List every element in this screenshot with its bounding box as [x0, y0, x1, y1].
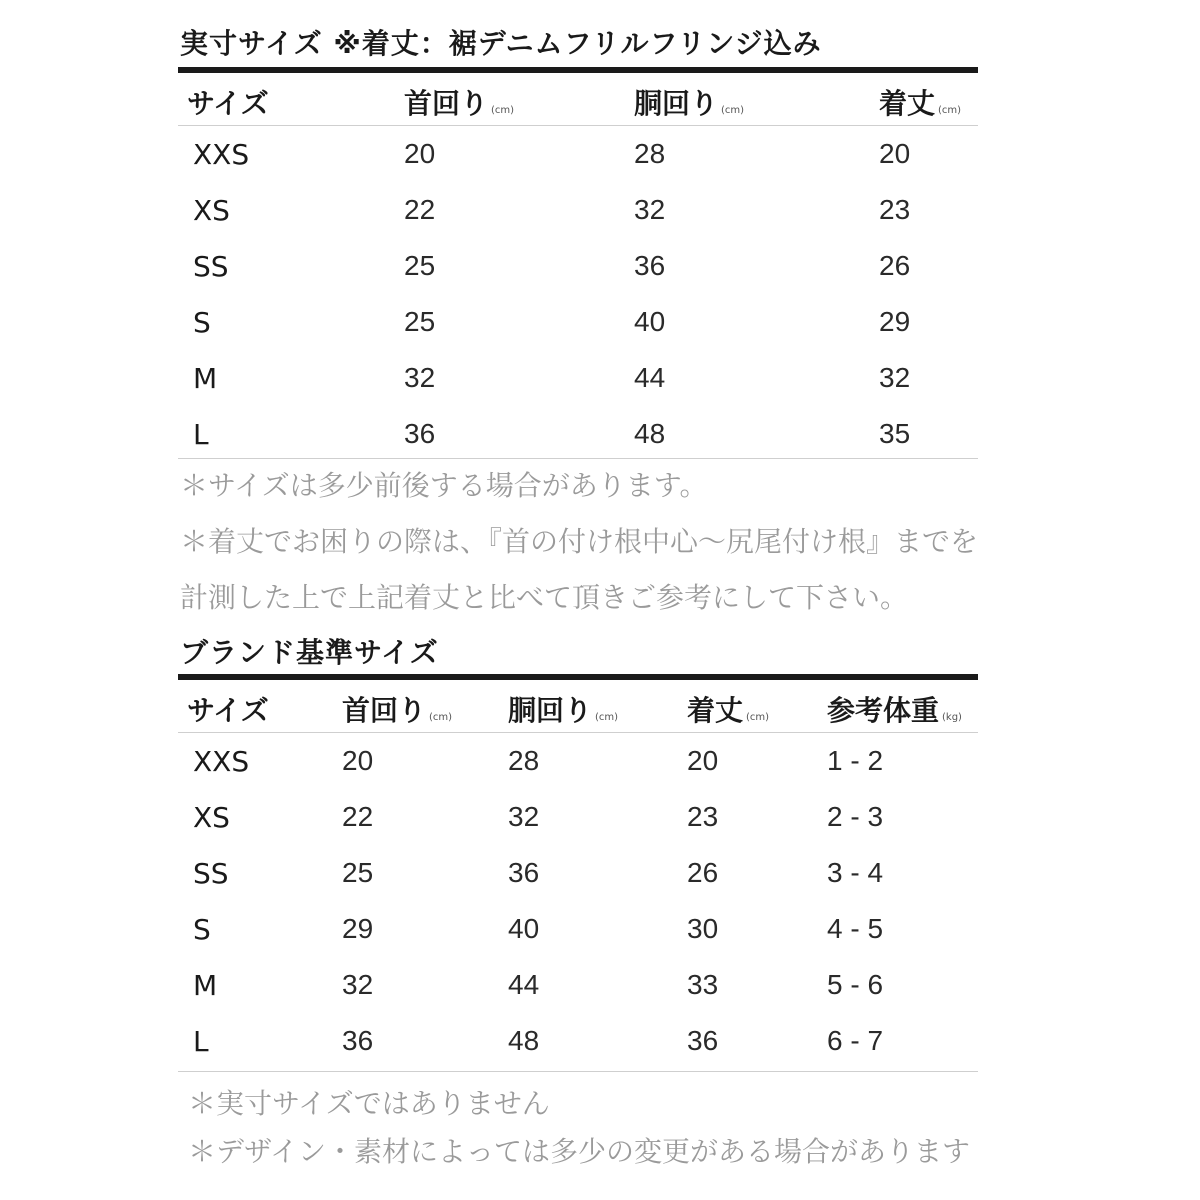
table2-value-cell: 33: [687, 969, 719, 1000]
table1-header-rule: [178, 125, 978, 126]
table1-header-3: [879, 82, 961, 122]
table2-value-cell: 2 - 3: [827, 801, 884, 832]
table1-value-cell: 32: [879, 362, 911, 393]
table1-header-1: [404, 82, 514, 122]
table2-value-cell: 25: [342, 857, 374, 888]
table1-note-2: 計測した上で上記着丈と比べて頂きご参考にして下さい。: [180, 581, 909, 614]
table2-value-cell: 48: [508, 1025, 540, 1056]
table2-size-label: S: [193, 913, 211, 946]
table1-value-cell: 25: [404, 306, 436, 337]
table2-size-label: L: [193, 1025, 209, 1058]
table1-header-unit: (cm): [938, 105, 962, 116]
table2-note-1: ＊デザイン・素材によっては多少の変更がある場合があります: [188, 1135, 971, 1168]
table2-value-cell: 28: [508, 745, 540, 776]
table2-top-rule: [178, 674, 978, 680]
table2-size-label: M: [193, 969, 218, 1002]
table2-header-unit: (cm): [429, 712, 453, 723]
table1-value-cell: 29: [879, 306, 911, 337]
table1-size-label: S: [193, 306, 211, 339]
table2-header-rule: [178, 732, 978, 733]
table2-header-0: [187, 689, 269, 729]
table2-size-label: SS: [193, 857, 229, 890]
table1-value-cell: 40: [634, 306, 666, 337]
table1-note-0: ＊サイズは多少前後する場合があります。: [180, 469, 708, 502]
table2-note-0: ＊実寸サイズではありません: [188, 1087, 550, 1120]
table1-header-unit: (cm): [721, 105, 745, 116]
table2-header-1: [342, 689, 452, 729]
table1-value-cell: 23: [879, 194, 911, 225]
table1-header-unit: (cm): [491, 105, 515, 116]
table2-value-cell: 32: [508, 801, 540, 832]
table2-value-cell: 36: [687, 1025, 719, 1056]
table2-header-unit: (kg): [942, 712, 962, 723]
table1-header-label: 胴回り: [634, 87, 719, 120]
table2-value-cell: 6 - 7: [827, 1025, 884, 1056]
table2-value-cell: 26: [687, 857, 719, 888]
table1-value-cell: 20: [404, 138, 436, 169]
table1-value-cell: 36: [404, 418, 436, 449]
table2-header-2: [508, 689, 618, 729]
table1-value-cell: 25: [404, 250, 436, 281]
table2-value-cell: 32: [342, 969, 374, 1000]
table1-size-label: XS: [193, 194, 230, 227]
table2-value-cell: 20: [342, 745, 374, 776]
table1-size-label: SS: [193, 250, 229, 283]
table1-value-cell: 26: [879, 250, 911, 281]
table2-header-label: 首回り: [342, 694, 427, 727]
table2-value-cell: 40: [508, 913, 540, 944]
table1-size-label: M: [193, 362, 218, 395]
table1-value-cell: 48: [634, 418, 666, 449]
table2-value-cell: 3 - 4: [827, 857, 884, 888]
table2-value-cell: 44: [508, 969, 540, 1000]
table2-value-cell: 36: [508, 857, 540, 888]
table2-header-3: [687, 689, 769, 729]
table1-value-cell: 20: [879, 138, 911, 169]
table1-value-cell: 28: [634, 138, 666, 169]
table1-value-cell: 44: [634, 362, 666, 393]
table1-header-label: サイズ: [187, 87, 269, 120]
table2-size-label: XXS: [193, 745, 250, 778]
table2-value-cell: 5 - 6: [827, 969, 884, 1000]
table2-value-cell: 4 - 5: [827, 913, 884, 944]
table1-header-0: [187, 82, 269, 122]
table1-value-cell: 22: [404, 194, 436, 225]
table2-bottom-rule: [178, 1071, 978, 1072]
table2-value-cell: 30: [687, 913, 719, 944]
table1-top-rule: [178, 67, 978, 73]
table2-title: ブランド基準サイズ: [180, 636, 439, 669]
table1-value-cell: 32: [404, 362, 436, 393]
table2-header-label: サイズ: [187, 694, 269, 727]
table2-header-label: 着丈: [687, 694, 744, 727]
table2-value-cell: 22: [342, 801, 374, 832]
table2-header-label: 胴回り: [508, 694, 593, 727]
table2-value-cell: 20: [687, 745, 719, 776]
table2-value-cell: 23: [687, 801, 719, 832]
table1-bottom-rule: [178, 458, 978, 459]
table1-size-label: L: [193, 418, 209, 451]
table1-size-label: XXS: [193, 138, 250, 171]
table1-note-1: ＊着丈でお困りの際は、『首の付け根中心〜尻尾付け根』までを: [180, 525, 979, 558]
table2-value-cell: 36: [342, 1025, 374, 1056]
table2-header-4: [827, 689, 962, 729]
table2-size-label: XS: [193, 801, 230, 834]
table1-value-cell: 35: [879, 418, 911, 449]
table2-header-label: 参考体重: [827, 694, 940, 727]
table2-header-unit: (cm): [746, 712, 770, 723]
table1-value-cell: 32: [634, 194, 666, 225]
table1-title: 実寸サイズ ※着丈：裾デニムフリルフリンジ込み: [180, 27, 822, 60]
table1-header-label: 首回り: [404, 87, 489, 120]
table2-value-cell: 29: [342, 913, 374, 944]
table1-header-2: [634, 82, 744, 122]
table1-value-cell: 36: [634, 250, 666, 281]
table1-header-label: 着丈: [879, 87, 936, 120]
table2-header-unit: (cm): [595, 712, 619, 723]
table2-value-cell: 1 - 2: [827, 745, 884, 776]
